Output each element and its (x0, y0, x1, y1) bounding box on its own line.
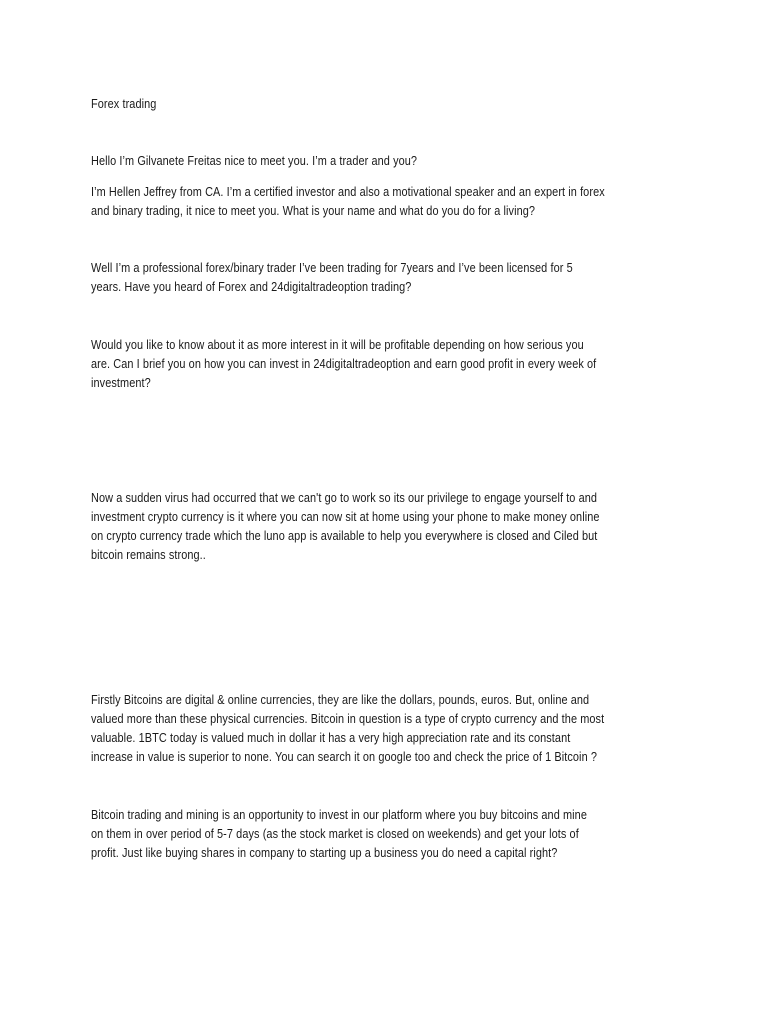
paragraph-line: Bitcoin trading and mining is an opportunity to invest in our platform where you buy bitcoins and mine (91, 807, 587, 822)
paragraph-line: valuable. 1BTC today is valued much in dollar it has a very high appreciation rate and its constant (91, 730, 571, 745)
paragraph-line: bitcoin remains strong.. (91, 547, 206, 562)
paragraph-line: years. Have you heard of Forex and 24digitaltradeoption trading? (91, 279, 412, 294)
paragraph-line: and binary trading, it nice to meet you. What is your name and what do you do for a living? (91, 203, 536, 218)
paragraph-line: Well I’m a professional forex/binary trader I’ve been trading for 7years and I’ve been licensed for 5 (91, 260, 573, 275)
paragraph-line: increase in value is superior to none. You can search it on google too and check the price of 1 Bitcoin ? (91, 749, 598, 764)
document-title: Forex trading (91, 96, 157, 111)
paragraph-line: investment crypto currency is it where you can now sit at home using your phone to make money online (91, 509, 600, 524)
paragraph-line: valued more than these physical currencies. Bitcoin in question is a type of crypto currency and the most (91, 711, 605, 726)
paragraph-line: are. Can I brief you on how you can invest in 24digitaltradeoption and earn good profit in every week of (91, 356, 597, 371)
paragraph-line: Hello I’m Gilvanete Freitas nice to meet you. I’m a trader and you? (91, 153, 418, 168)
paragraph-line: investment? (91, 375, 151, 390)
paragraph-line: profit. Just like buying shares in company to starting up a business you do need a capital right? (91, 845, 558, 860)
paragraph-line: Now a sudden virus had occurred that we can't go to work so its our privilege to engage yourself to and (91, 490, 598, 505)
paragraph-line: Firstly Bitcoins are digital & online currencies, they are like the dollars, pounds, euros. But, online and (91, 692, 590, 707)
paragraph-line: Would you like to know about it as more interest in it will be profitable depending on how serious you (91, 337, 584, 352)
paragraph-line: on crypto currency trade which the luno app is available to help you everywhere is closed and Ciled but (91, 528, 598, 543)
paragraph-line: I’m Hellen Jeffrey from CA. I’m a certified investor and also a motivational speaker and an expert in forex (91, 184, 605, 199)
paragraph-line: on them in over period of 5-7 days (as the stock market is closed on weekends) and get your lots of (91, 826, 579, 841)
